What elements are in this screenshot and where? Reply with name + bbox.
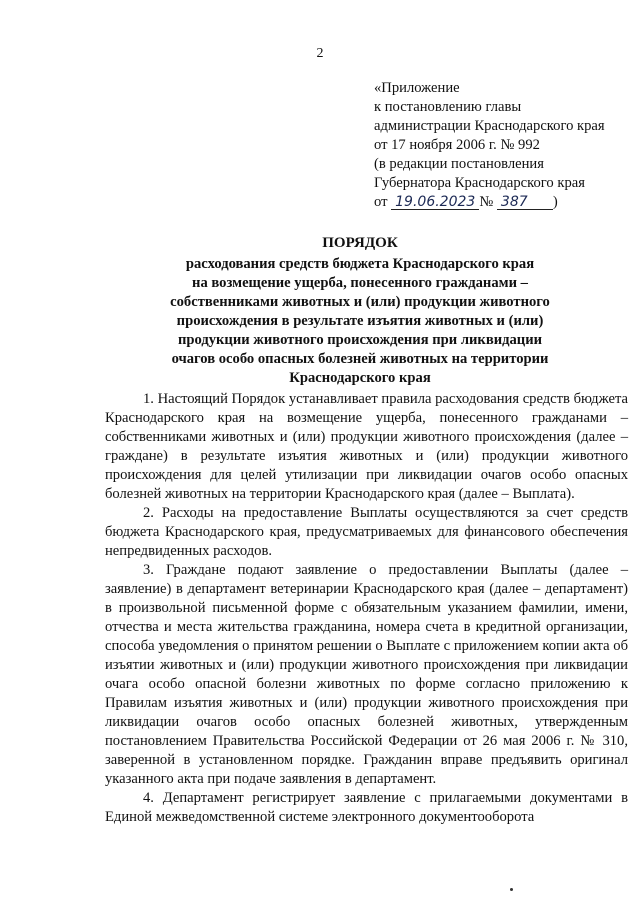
title-line: на возмещение ущерба, понесенного гражданами – (192, 275, 528, 291)
appendix-line: к постановлению главы (374, 99, 522, 115)
title-line: очагов особо опасных болезней животных на территории (171, 351, 549, 367)
title-line: расходования средств бюджета Краснодарского края (185, 256, 535, 272)
title-main: ПОРЯДОК (322, 235, 398, 251)
paragraph-2: 2. Расходы на предоставление Выплаты осуществляются за счет средств бюджета Краснодарского края, предусматриваемых для финансового обеспечения непредвиденных расходов. (105, 505, 628, 559)
date-prefix: от (374, 194, 388, 210)
handwritten-date: 19.06.2023 (391, 195, 479, 210)
paragraph-3: 3. Граждане подают заявление о предоставлении Выплаты (далее – заявление) в департамент ветеринарии Краснодарского края (далее – департамент) в произвольной письменной форме с обязательным указанием фамилии, имени, отчества и места жительства гражданина, номера счета в кредитной организации, способа уведомления о принятом решении о Выплате с приложением копии акта об изъятии животных и (или) продукции животного происхождения при ликвидации очага особо опасной болезни животных по форме согласно приложению к Правилам изъятия животных и (или) продукции животного происхождения при ликвидации очагов особо опасных болезней животных, утвержденным постановлением Правительства Российской Федерации от 26 мая 2006 г. № 310, заверенной в установленном порядке. Гражданин вправе предъявить оригинал указанного акта при подаче заявления в департамент. (105, 562, 628, 787)
close-paren: ) (552, 194, 558, 210)
appendix-line: «Приложение (374, 80, 460, 96)
appendix-date-line (374, 193, 636, 212)
appendix-line: от 17 ноября 2006 г. № 992 (374, 137, 540, 153)
handwritten-number: 387 (497, 195, 553, 210)
page-number: 2 (316, 46, 324, 61)
paragraph-1: 1. Настоящий Порядок устанавливает правила расходования средств бюджета Краснодарского края на возмещение ущерба, понесенного гражданами – собственниками животных и (или) продукции животного происхождения (далее – граждане) в результате изъятия животных и (или) продукции животного происхождения для целей утилизации при ликвидации очагов особо опасных болезней животных на территории Краснодарского края (далее – Выплата). (105, 391, 628, 502)
title-line: продукции животного происхождения при ликвидации (177, 332, 543, 348)
title-line: Краснодарского края (289, 370, 431, 386)
appendix-line: администрации Краснодарского края (374, 118, 605, 134)
number-sign: № (479, 194, 494, 210)
appendix-line: Губернатора Краснодарского края (374, 175, 585, 191)
title-line: происхождения в результате изъятия животных и (или) (176, 313, 544, 329)
title-line: собственниками животных и (или) продукции животного (170, 294, 550, 310)
paragraph-4: 4. Департамент регистрирует заявление с прилагаемыми документами в Единой межведомственной системе электронного документооборота (105, 790, 628, 825)
document-title (80, 234, 640, 388)
ink-dot (510, 888, 513, 891)
appendix-header (374, 79, 636, 212)
document-body (105, 390, 628, 827)
appendix-line: (в редакции постановления (374, 156, 544, 172)
